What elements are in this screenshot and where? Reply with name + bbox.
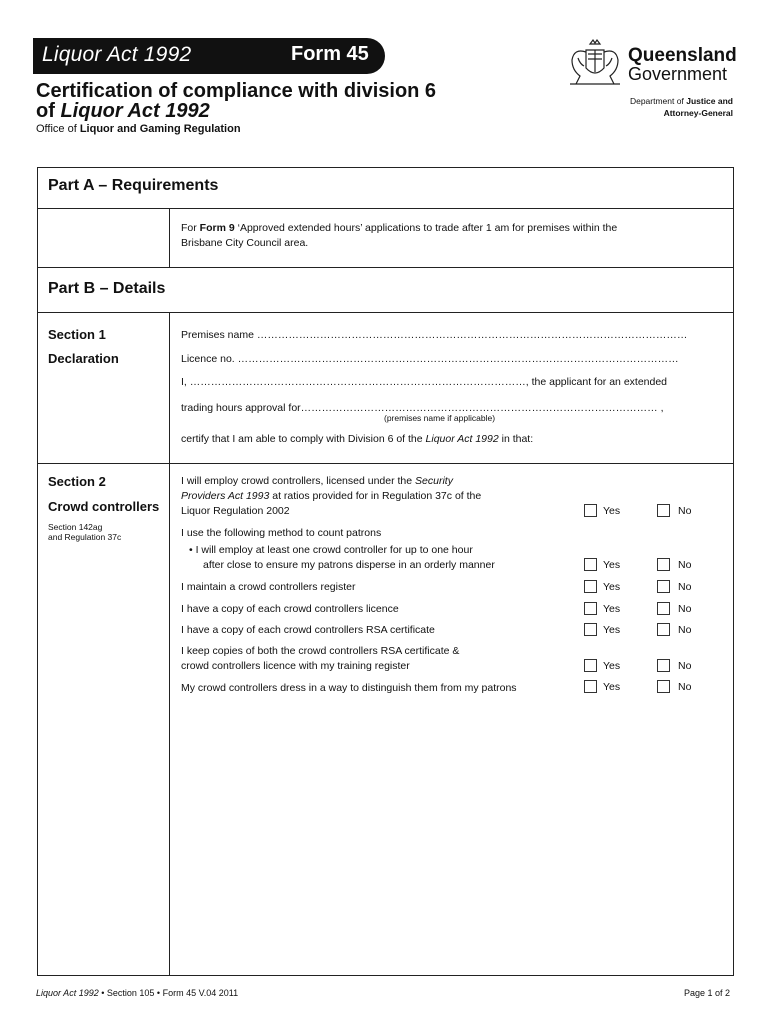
rsa-copy-yes-checkbox[interactable] xyxy=(584,623,597,636)
government-wordmark: Government xyxy=(628,64,728,84)
no-label: No xyxy=(678,581,692,593)
footer-reference: Liquor Act 1992 • Section 105 • Form 45 V.04 2011 xyxy=(36,988,239,998)
question-training-line1: I keep copies of both the crowd controllers RSA certificate & xyxy=(181,645,460,657)
section2-title: Crowd controllers xyxy=(48,499,160,514)
no-label: No xyxy=(678,624,692,636)
form-title-line2: of Liquor Act 1992 xyxy=(36,100,210,122)
divider xyxy=(37,312,734,313)
department-name: Department of Justice and Attorney-General xyxy=(629,96,733,118)
close-no-checkbox[interactable] xyxy=(657,558,670,571)
part-a-text-line2: Brisbane City Council area. xyxy=(181,237,309,249)
yes-label: Yes xyxy=(603,681,621,693)
part-a-text-line1: For Form 9 ‘Approved extended hours’ applications to trade after 1 am for premises within the xyxy=(181,222,618,234)
rsa-copy-no-checkbox[interactable] xyxy=(657,623,670,636)
column-divider xyxy=(169,208,170,267)
queensland-wordmark: Queensland xyxy=(628,45,737,66)
training-yes-checkbox[interactable] xyxy=(584,659,597,672)
question-close-line2: after close to ensure my patrons disperse in an orderly manner xyxy=(203,559,495,571)
section2-ref2: and Regulation 37c xyxy=(48,532,122,542)
premises-name-field[interactable]: Premises name …………………………………………………………………………………………………………… xyxy=(181,329,688,341)
certify-statement: certify that I am able to comply with Division 6 of the Liquor Act 1992 in that: xyxy=(181,433,534,445)
question-close-line1: • I will employ at least one crowd controller for up to one hour xyxy=(189,544,473,556)
dress-no-checkbox[interactable] xyxy=(657,680,670,693)
part-a-heading: Part A – Requirements xyxy=(48,177,219,194)
section2-ref1: Section 142ag xyxy=(48,522,103,532)
form-banner xyxy=(33,38,385,74)
question-register: I maintain a crowd controllers register xyxy=(181,581,356,593)
yes-label: Yes xyxy=(603,603,621,615)
licence-number-field[interactable]: Licence no. ……………………………………………………………………………………………………………… xyxy=(181,353,679,365)
form-title-line1: Certification of compliance with division 6 xyxy=(36,80,437,102)
close-yes-checkbox[interactable] xyxy=(584,558,597,571)
trading-premises-field[interactable]: trading hours approval for………………………………………………………………………………………… , xyxy=(181,402,664,414)
yes-label: Yes xyxy=(603,660,621,672)
banner-act: Liquor Act 1992 xyxy=(42,43,192,66)
register-no-checkbox[interactable] xyxy=(657,580,670,593)
page-number: Page 1 of 2 xyxy=(683,988,730,998)
coat-of-arms-icon xyxy=(566,38,624,88)
question-employ-line3: Liquor Regulation 2002 xyxy=(181,505,290,517)
question-licence-copy: I have a copy of each crowd controllers licence xyxy=(181,603,399,615)
employ-yes-checkbox[interactable] xyxy=(584,504,597,517)
section1-title: Declaration xyxy=(48,351,119,366)
licence-copy-yes-checkbox[interactable] xyxy=(584,602,597,615)
section2-label: Section 2 xyxy=(48,474,106,489)
training-no-checkbox[interactable] xyxy=(657,659,670,672)
divider xyxy=(37,267,734,268)
yes-label: Yes xyxy=(603,624,621,636)
no-label: No xyxy=(678,559,692,571)
part-b-heading: Part B – Details xyxy=(48,280,166,297)
question-dress: My crowd controllers dress in a way to distinguish them from my patrons xyxy=(181,682,517,694)
no-label: No xyxy=(678,505,692,517)
divider xyxy=(37,208,734,209)
register-yes-checkbox[interactable] xyxy=(584,580,597,593)
office-line: Office of Liquor and Gaming Regulation xyxy=(36,123,241,135)
licence-copy-no-checkbox[interactable] xyxy=(657,602,670,615)
question-count-patrons: I use the following method to count patrons xyxy=(181,527,382,539)
column-divider xyxy=(169,312,170,976)
question-training-line2: crowd controllers licence with my training register xyxy=(181,660,410,672)
yes-label: Yes xyxy=(603,505,621,517)
no-label: No xyxy=(678,603,692,615)
question-rsa-copy: I have a copy of each crowd controllers RSA certificate xyxy=(181,624,435,636)
employ-no-checkbox[interactable] xyxy=(657,504,670,517)
divider xyxy=(37,463,734,464)
dress-yes-checkbox[interactable] xyxy=(584,680,597,693)
question-employ-line1: I will employ crowd controllers, licensed under the Security xyxy=(181,475,453,487)
yes-label: Yes xyxy=(603,559,621,571)
banner-form-number: Form 45 xyxy=(291,43,369,65)
yes-label: Yes xyxy=(603,581,621,593)
no-label: No xyxy=(678,681,692,693)
no-label: No xyxy=(678,660,692,672)
applicant-name-field[interactable]: I, ……………………………………………………………………………………, the applicant for an extended xyxy=(181,376,668,388)
premises-note: (premises name if applicable) xyxy=(384,413,496,423)
section1-label: Section 1 xyxy=(48,327,106,342)
question-employ-line2: Providers Act 1993 at ratios provided for in Regulation 37c of the xyxy=(181,490,482,502)
